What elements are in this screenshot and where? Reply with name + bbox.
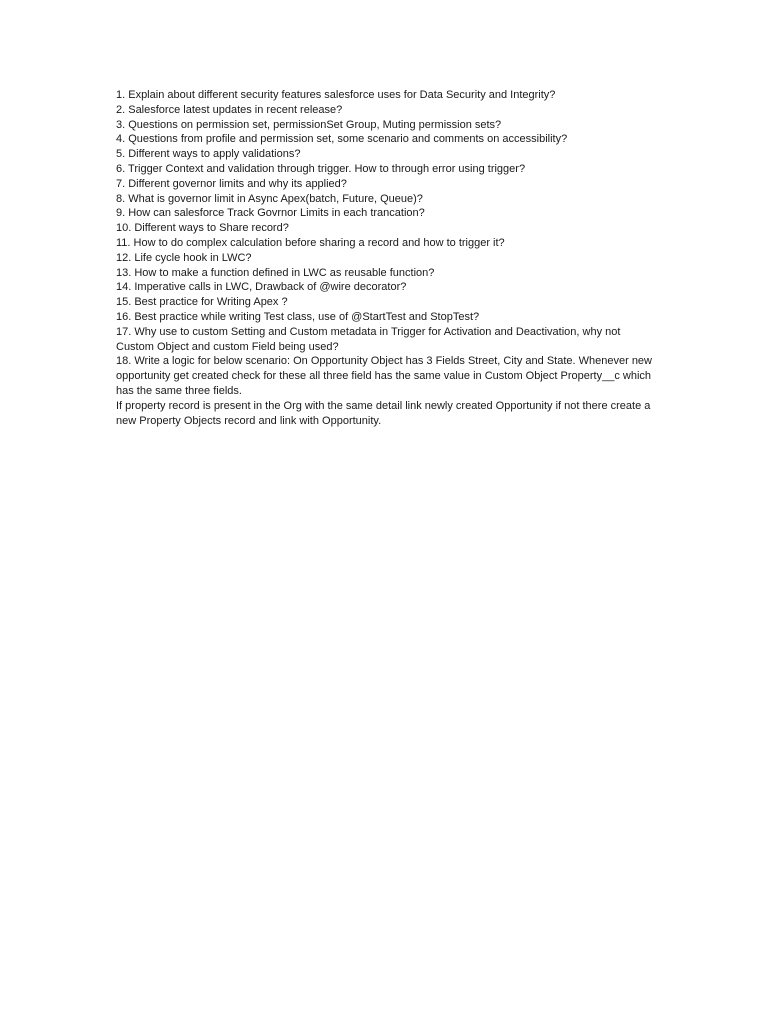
question-4: 4. Questions from profile and permission set, some scenario and comments on accessibility? bbox=[116, 133, 568, 146]
question-7: 7. Different governor limits and why its applied? bbox=[116, 177, 347, 190]
question-5: 5. Different ways to apply validations? bbox=[116, 148, 301, 161]
question-9: 9. How can salesforce Track Govrnor Limits in each trancation? bbox=[116, 207, 425, 220]
question-6: 6. Trigger Context and validation through trigger. How to through error using trigger? bbox=[116, 162, 526, 175]
question-list bbox=[116, 88, 656, 428]
question-13: 13. How to make a function defined in LWC as reusable function? bbox=[116, 266, 435, 279]
question-11: 11. How to do complex calculation before sharing a record and how to trigger it? bbox=[116, 236, 505, 249]
question-3: 3. Questions on permission set, permissionSet Group, Muting permission sets? bbox=[116, 118, 502, 131]
question-14: 14. Imperative calls in LWC, Drawback of @wire decorator? bbox=[116, 281, 407, 294]
question-12: 12. Life cycle hook in LWC? bbox=[116, 251, 252, 264]
question-8: 8. What is governor limit in Async Apex(batch, Future, Queue)? bbox=[116, 192, 423, 205]
question-18: 18. Write a logic for below scenario: On Opportunity Object has 3 Fields Street, City and State. Whenever new opportunity get created check for these all three field has the same value in Custom Object Property__c which has the same three fields. bbox=[116, 355, 652, 397]
question-2: 2. Salesforce latest updates in recent release? bbox=[116, 103, 343, 116]
question-18-continuation: If property record is present in the Org with the same detail link newly created Opportunity if not there create a new Property Objects record and link with Opportunity. bbox=[116, 399, 651, 427]
question-10: 10. Different ways to Share record? bbox=[116, 222, 289, 235]
question-15: 15. Best practice for Writing Apex ? bbox=[116, 296, 288, 309]
question-17: 17. Why use to custom Setting and Custom metadata in Trigger for Activation and Deactivation, why not Custom Object and custom Field being used? bbox=[116, 325, 621, 353]
question-16: 16. Best practice while writing Test class, use of @StartTest and StopTest? bbox=[116, 310, 480, 323]
question-1: 1. Explain about different security features salesforce uses for Data Security and Integrity? bbox=[116, 89, 556, 101]
